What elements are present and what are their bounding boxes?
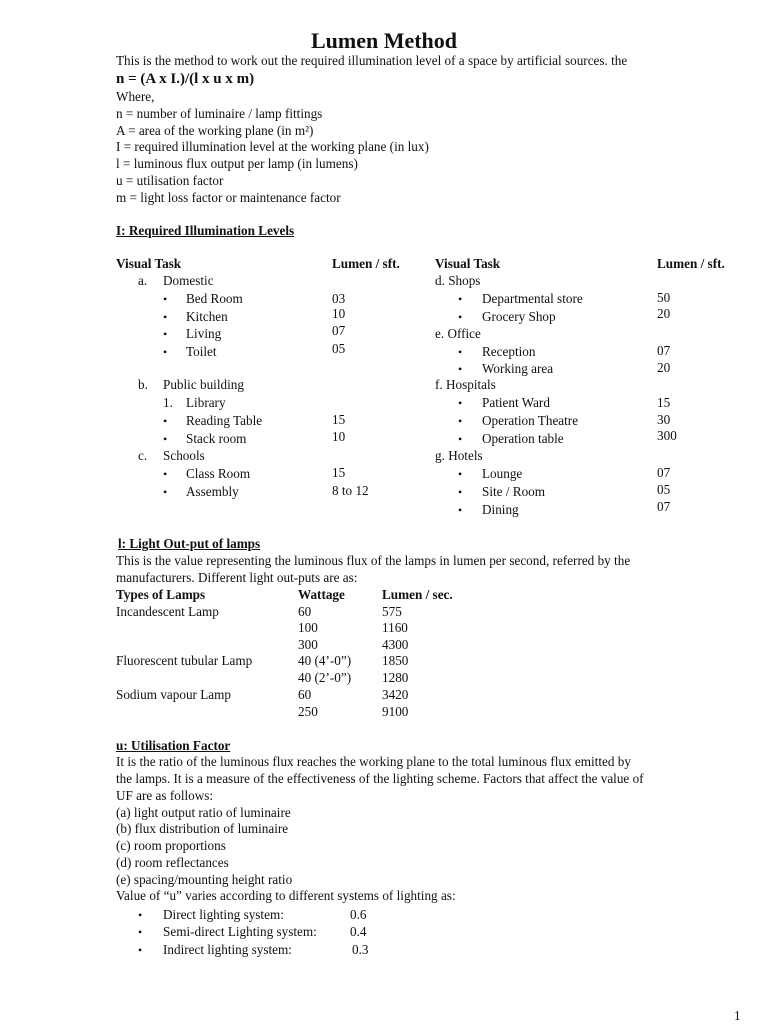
table-cell: 100 [298,620,318,635]
table-cell: 60 [298,687,312,702]
definition-item: l = luminous flux output per lamp (in lumens) [116,156,358,171]
col-header-visual-task: Visual Task [116,256,182,271]
task-label: Bed Room [186,291,243,306]
task-value: 05 [657,482,671,497]
table-cell: 9100 [382,704,409,719]
task-value: 20 [657,306,671,321]
col-header-lumen: Lumen / sft. [657,256,725,271]
task-value: 03 [332,291,346,306]
task-label: Grocery Shop [482,309,556,324]
bullet-icon: • [458,310,463,324]
task-value: 300 [657,428,677,443]
list-marker: 1. [163,395,173,410]
factor-item: (a) light output ratio of luminaire [116,805,291,820]
bullet-icon: • [458,414,463,428]
table-cell: 250 [298,704,318,719]
bullet-icon: • [458,396,463,410]
task-value: 15 [332,465,346,480]
task-label: Living [186,326,222,341]
task-value: 10 [332,429,346,444]
formula: n = (A x I.)/(l x u x m) [116,71,255,87]
intro-text: This is the method to work out the required illumination level of a space by artificial sources. the [116,53,628,68]
paragraph-line: This is the value representing the luminous flux of the lamps in lumen per second, referred by the [116,553,631,568]
table-cell: 40 (2’-0”) [298,670,352,685]
factor-item: (e) spacing/mounting height ratio [116,872,293,887]
task-label: Toilet [186,344,217,359]
task-label: Operation table [482,431,564,446]
bullet-icon: • [458,362,463,376]
task-value: 50 [657,290,671,305]
bullet-icon: • [163,432,168,446]
bullet-icon: • [458,345,463,359]
paragraph-line: the lamps. It is a measure of the effectiveness of the lighting scheme. Factors that affect the value of [116,771,644,786]
category-label: e. Office [435,326,481,341]
definition-item: u = utilisation factor [116,173,224,188]
list-marker: b. [138,377,148,392]
category-label: Domestic [163,273,214,288]
factor-item: (b) flux distribution of luminaire [116,821,289,836]
bullet-icon: • [163,310,168,324]
table-header: Wattage [298,587,345,602]
table-header: Types of Lamps [116,587,206,602]
list-marker: a. [138,273,148,288]
table-cell: Sodium vapour Lamp [116,687,232,702]
definition-item: I = required illumination level at the working plane (in lux) [116,139,429,154]
task-value: 07 [657,499,671,514]
system-value: 0.6 [350,907,367,922]
system-value: 0.4 [350,924,367,939]
bullet-icon: • [163,327,168,341]
definition-item: A = area of the working plane (in m²) [116,123,314,138]
definition-item: n = number of luminaire / lamp fittings [116,106,323,121]
section-heading-utilisation: u: Utilisation Factor [116,738,231,753]
paragraph-line: It is the ratio of the luminous flux reaches the working plane to the total luminous flux emitted by [116,754,631,769]
bullet-icon: • [163,485,168,499]
table-cell: 4300 [382,637,409,652]
table-cell: 60 [298,604,312,619]
category-label: f. Hospitals [435,377,496,392]
table-cell: 1160 [382,620,408,635]
task-value: 20 [657,360,671,375]
paragraph-line: UF are as follows: [116,788,214,803]
task-label: Lounge [482,466,523,481]
category-label: Schools [163,448,205,463]
table-cell: 3420 [382,687,409,702]
bullet-icon: • [138,925,143,939]
bullet-icon: • [458,467,463,481]
task-value: 07 [657,343,671,358]
task-label: Working area [482,361,554,376]
system-value: 0.3 [352,942,369,957]
task-label: Dining [482,502,519,517]
table-cell: 1850 [382,653,409,668]
col-header-visual-task: Visual Task [435,256,501,271]
task-value: 15 [657,395,671,410]
definition-item: m = light loss factor or maintenance factor [116,190,341,205]
bullet-icon: • [138,908,143,922]
paragraph-line: manufacturers. Different light out-puts are as: [116,570,358,585]
table-cell: 575 [382,604,402,619]
system-label: Direct lighting system: [163,907,284,922]
bullet-icon: • [163,467,168,481]
where-label: Where, [116,89,155,104]
task-value: 07 [332,323,346,338]
category-label: g. Hotels [435,448,483,463]
task-label: Reception [482,344,536,359]
task-label: Patient Ward [482,395,550,410]
section-heading-light-output: l: Light Out-put of lamps [118,536,261,551]
table-cell: 1280 [382,670,409,685]
table-header: Lumen / sec. [382,587,453,602]
bullet-icon: • [138,943,143,957]
task-label: Departmental store [482,291,583,306]
factor-item: (c) room proportions [116,838,226,853]
task-label: Operation Theatre [482,413,579,428]
system-label: Indirect lighting system: [163,942,292,957]
bullet-icon: • [458,292,463,306]
list-marker: c. [138,448,148,463]
factor-item: (d) room reflectances [116,855,229,870]
bullet-icon: • [458,432,463,446]
page-number: 1 [734,1008,741,1023]
col-header-lumen: Lumen / sft. [332,256,400,271]
task-value: 30 [657,412,671,427]
table-cell: Fluorescent tubular Lamp [116,653,253,668]
category-label: d. Shops [435,273,481,288]
table-cell: 300 [298,637,318,652]
task-label: Class Room [186,466,251,481]
bullet-icon: • [163,414,168,428]
table-cell: Incandescent Lamp [116,604,219,619]
task-value: 8 to 12 [332,483,369,498]
category-label: Public building [163,377,244,392]
paragraph-line: Value of “u” varies according to different systems of lighting as: [116,888,456,903]
system-label: Semi-direct Lighting system: [163,924,317,939]
task-label: Site / Room [482,484,546,499]
task-label: Assembly [186,484,239,499]
bullet-icon: • [163,345,168,359]
task-value: 10 [332,306,346,321]
page-title: Lumen Method [310,28,458,53]
subcategory-label: Library [186,395,226,410]
task-label: Stack room [186,431,247,446]
task-value: 05 [332,341,346,356]
table-cell: 40 (4’-0”) [298,653,352,668]
task-value: 15 [332,412,346,427]
bullet-icon: • [458,503,463,517]
task-label: Kitchen [186,309,228,324]
section-heading-illumination: I: Required Illumination Levels [116,223,295,238]
bullet-icon: • [163,292,168,306]
task-value: 07 [657,465,671,480]
bullet-icon: • [458,485,463,499]
task-label: Reading Table [186,413,263,428]
